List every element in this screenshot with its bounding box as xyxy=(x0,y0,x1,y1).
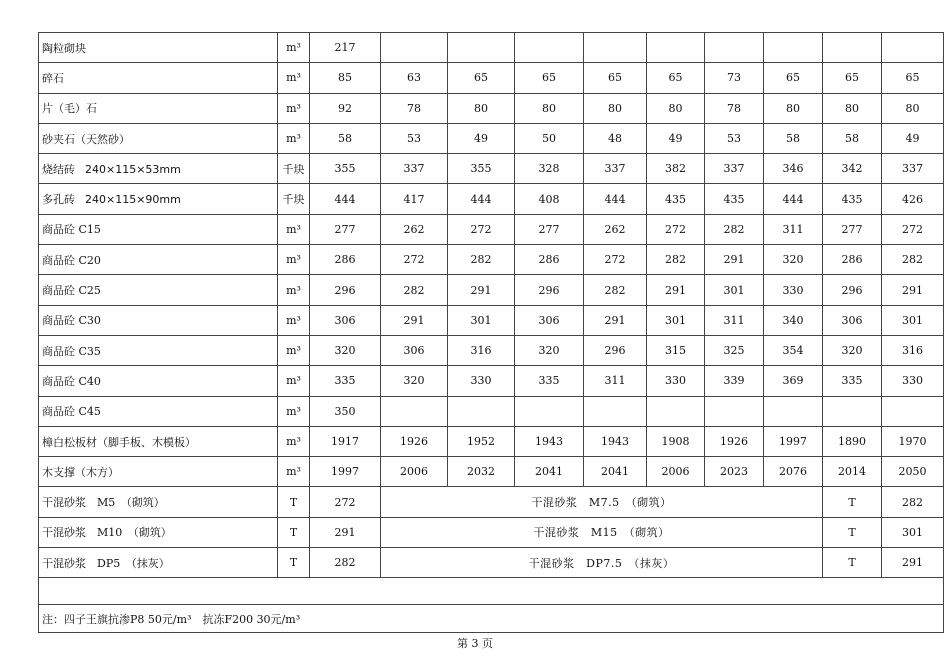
price-cell: 286 xyxy=(823,245,882,275)
price-cell: 2032 xyxy=(448,457,515,487)
price-cell: 282 xyxy=(882,245,944,275)
price-cell: 444 xyxy=(584,184,647,214)
price-cell: 272 xyxy=(882,214,944,244)
note-row xyxy=(39,605,944,633)
price-cell xyxy=(584,396,647,426)
price-cell: 80 xyxy=(647,93,705,123)
price-cell: 272 xyxy=(647,214,705,244)
price-cell: 282 xyxy=(882,487,944,517)
price-cell: 286 xyxy=(310,245,381,275)
price-cell: 85 xyxy=(310,63,381,93)
price-cell: 272 xyxy=(448,214,515,244)
price-cell: 335 xyxy=(823,366,882,396)
merged-material-name: 干混砂浆 M7.5 （砌筑） xyxy=(381,487,823,517)
price-cell xyxy=(705,396,764,426)
price-cell: 291 xyxy=(584,305,647,335)
price-cell: 1997 xyxy=(764,426,823,456)
price-cell: 58 xyxy=(310,123,381,153)
note-text: 注：四子王旗抗渗P8 50元/m³ 抗冻F200 30元/m³ xyxy=(39,605,944,633)
price-cell: 272 xyxy=(381,245,448,275)
price-cell: 306 xyxy=(823,305,882,335)
price-cell xyxy=(823,396,882,426)
price-cell: 2050 xyxy=(882,457,944,487)
price-cell: 306 xyxy=(515,305,584,335)
table-row xyxy=(39,245,944,275)
price-cell: 291 xyxy=(882,548,944,578)
material-name: 木支撑（木方） xyxy=(39,457,278,487)
price-cell: 291 xyxy=(310,517,381,547)
price-cell: 444 xyxy=(310,184,381,214)
price-cell: 80 xyxy=(584,93,647,123)
price-cell: 355 xyxy=(310,154,381,184)
unit-cell: T xyxy=(823,548,882,578)
material-name: 商品砼 C40 xyxy=(39,366,278,396)
price-cell: 53 xyxy=(381,123,448,153)
unit-cell: 千块 xyxy=(278,154,310,184)
table-row xyxy=(39,396,944,426)
price-cell: 2006 xyxy=(647,457,705,487)
merged-material-name: 干混砂浆 M15 （砌筑） xyxy=(381,517,823,547)
price-cell: 2023 xyxy=(705,457,764,487)
price-cell: 330 xyxy=(882,366,944,396)
price-cell xyxy=(448,33,515,63)
price-cell: 1997 xyxy=(310,457,381,487)
price-cell xyxy=(647,33,705,63)
price-cell: 1917 xyxy=(310,426,381,456)
material-name: 干混砂浆 DP5 （抹灰） xyxy=(39,548,278,578)
price-cell: 301 xyxy=(882,305,944,335)
price-cell: 282 xyxy=(584,275,647,305)
price-cell: 296 xyxy=(584,335,647,365)
price-cell: 330 xyxy=(764,275,823,305)
unit-cell: m³ xyxy=(278,396,310,426)
blank-row xyxy=(39,578,944,605)
unit-cell: T xyxy=(278,517,310,547)
table-row xyxy=(39,335,944,365)
price-cell: 369 xyxy=(764,366,823,396)
unit-cell: m³ xyxy=(278,457,310,487)
price-cell xyxy=(381,396,448,426)
price-cell xyxy=(705,33,764,63)
material-name: 碎石 xyxy=(39,63,278,93)
price-cell: 306 xyxy=(310,305,381,335)
price-cell: 435 xyxy=(823,184,882,214)
price-cell: 80 xyxy=(515,93,584,123)
price-cell: 426 xyxy=(882,184,944,214)
price-cell: 2041 xyxy=(584,457,647,487)
price-cell: 330 xyxy=(647,366,705,396)
price-cell: 262 xyxy=(381,214,448,244)
price-cell: 444 xyxy=(448,184,515,214)
price-cell xyxy=(381,33,448,63)
price-cell: 320 xyxy=(515,335,584,365)
price-cell: 277 xyxy=(515,214,584,244)
material-name: 多孔砖 240×115×90mm xyxy=(39,184,278,214)
unit-cell: T xyxy=(278,487,310,517)
price-cell: 80 xyxy=(823,93,882,123)
price-cell: 58 xyxy=(764,123,823,153)
price-cell: 92 xyxy=(310,93,381,123)
price-cell: 48 xyxy=(584,123,647,153)
price-cell: 63 xyxy=(381,63,448,93)
price-cell: 262 xyxy=(584,214,647,244)
unit-cell: m³ xyxy=(278,335,310,365)
table-row xyxy=(39,487,944,517)
price-cell: 78 xyxy=(381,93,448,123)
price-cell xyxy=(584,33,647,63)
table-body xyxy=(39,33,944,633)
price-cell: 286 xyxy=(515,245,584,275)
price-cell: 444 xyxy=(764,184,823,214)
price-cell: 277 xyxy=(823,214,882,244)
price-cell: 65 xyxy=(647,63,705,93)
price-cell: 311 xyxy=(584,366,647,396)
price-cell: 335 xyxy=(515,366,584,396)
material-name: 商品砼 C30 xyxy=(39,305,278,335)
unit-cell: m³ xyxy=(278,33,310,63)
material-name: 商品砼 C35 xyxy=(39,335,278,365)
price-cell: 49 xyxy=(448,123,515,153)
price-cell: 337 xyxy=(705,154,764,184)
price-cell: 1926 xyxy=(705,426,764,456)
table-row xyxy=(39,548,944,578)
unit-cell: T xyxy=(278,548,310,578)
price-cell: 325 xyxy=(705,335,764,365)
table-row xyxy=(39,517,944,547)
table-row xyxy=(39,154,944,184)
price-cell: 340 xyxy=(764,305,823,335)
price-cell: 58 xyxy=(823,123,882,153)
price-cell: 291 xyxy=(448,275,515,305)
price-cell: 296 xyxy=(310,275,381,305)
unit-cell: T xyxy=(823,487,882,517)
table-row xyxy=(39,214,944,244)
unit-cell: m³ xyxy=(278,93,310,123)
price-cell: 2076 xyxy=(764,457,823,487)
price-cell: 1952 xyxy=(448,426,515,456)
price-cell: 355 xyxy=(448,154,515,184)
price-cell: 1890 xyxy=(823,426,882,456)
material-name: 砂夹石（天然砂） xyxy=(39,123,278,153)
price-cell: 291 xyxy=(882,275,944,305)
price-cell: 291 xyxy=(705,245,764,275)
price-cell: 296 xyxy=(515,275,584,305)
price-cell: 330 xyxy=(448,366,515,396)
price-cell: 1970 xyxy=(882,426,944,456)
price-cell: 382 xyxy=(647,154,705,184)
material-name: 商品砼 C25 xyxy=(39,275,278,305)
price-cell: 282 xyxy=(448,245,515,275)
price-cell: 301 xyxy=(647,305,705,335)
price-cell: 50 xyxy=(515,123,584,153)
price-cell: 337 xyxy=(882,154,944,184)
price-cell: 435 xyxy=(705,184,764,214)
table-row xyxy=(39,93,944,123)
price-cell: 65 xyxy=(448,63,515,93)
price-cell: 65 xyxy=(764,63,823,93)
unit-cell: m³ xyxy=(278,245,310,275)
price-cell: 408 xyxy=(515,184,584,214)
price-cell: 49 xyxy=(882,123,944,153)
price-cell: 311 xyxy=(764,214,823,244)
price-cell: 320 xyxy=(823,335,882,365)
price-cell: 282 xyxy=(705,214,764,244)
table-row xyxy=(39,33,944,63)
price-cell: 78 xyxy=(705,93,764,123)
price-cell: 2041 xyxy=(515,457,584,487)
price-cell: 335 xyxy=(310,366,381,396)
price-cell: 301 xyxy=(448,305,515,335)
merged-material-name: 干混砂浆 DP7.5 （抹灰） xyxy=(381,548,823,578)
price-cell xyxy=(515,33,584,63)
table-row xyxy=(39,366,944,396)
price-cell: 350 xyxy=(310,396,381,426)
table-row xyxy=(39,123,944,153)
price-cell: 1926 xyxy=(381,426,448,456)
price-cell: 80 xyxy=(882,93,944,123)
price-cell: 1908 xyxy=(647,426,705,456)
price-cell xyxy=(764,396,823,426)
price-cell: 277 xyxy=(310,214,381,244)
unit-cell: m³ xyxy=(278,214,310,244)
table-row xyxy=(39,275,944,305)
price-cell: 354 xyxy=(764,335,823,365)
price-cell: 337 xyxy=(584,154,647,184)
price-cell: 301 xyxy=(882,517,944,547)
price-cell: 328 xyxy=(515,154,584,184)
unit-cell: 千块 xyxy=(278,184,310,214)
price-cell: 291 xyxy=(647,275,705,305)
price-cell: 272 xyxy=(310,487,381,517)
price-cell: 2014 xyxy=(823,457,882,487)
price-cell: 435 xyxy=(647,184,705,214)
price-cell: 296 xyxy=(823,275,882,305)
unit-cell: m³ xyxy=(278,275,310,305)
price-cell: 320 xyxy=(381,366,448,396)
price-table xyxy=(38,32,944,633)
table-row xyxy=(39,184,944,214)
price-cell: 53 xyxy=(705,123,764,153)
price-cell: 301 xyxy=(705,275,764,305)
price-cell: 282 xyxy=(381,275,448,305)
price-cell: 320 xyxy=(764,245,823,275)
price-cell xyxy=(515,396,584,426)
unit-cell: m³ xyxy=(278,123,310,153)
price-cell: 315 xyxy=(647,335,705,365)
price-cell: 346 xyxy=(764,154,823,184)
material-name: 干混砂浆 M5 （砌筑） xyxy=(39,487,278,517)
price-cell xyxy=(647,396,705,426)
price-cell: 272 xyxy=(584,245,647,275)
price-cell: 282 xyxy=(647,245,705,275)
price-cell: 217 xyxy=(310,33,381,63)
price-cell: 1943 xyxy=(584,426,647,456)
price-cell: 337 xyxy=(381,154,448,184)
price-cell: 320 xyxy=(310,335,381,365)
unit-cell: m³ xyxy=(278,366,310,396)
material-name: 陶粒砌块 xyxy=(39,33,278,63)
unit-cell: m³ xyxy=(278,305,310,335)
price-cell: 65 xyxy=(823,63,882,93)
material-name: 樟白松板材（脚手板、木模板） xyxy=(39,426,278,456)
table-row xyxy=(39,63,944,93)
table-row xyxy=(39,457,944,487)
material-name: 烧结砖 240×115×53mm xyxy=(39,154,278,184)
price-cell: 65 xyxy=(584,63,647,93)
material-name: 干混砂浆 M10 （砌筑） xyxy=(39,517,278,547)
material-name: 片（毛）石 xyxy=(39,93,278,123)
unit-cell: m³ xyxy=(278,426,310,456)
price-cell xyxy=(823,33,882,63)
price-cell: 291 xyxy=(381,305,448,335)
price-cell xyxy=(764,33,823,63)
price-cell: 417 xyxy=(381,184,448,214)
price-cell: 65 xyxy=(882,63,944,93)
price-cell: 73 xyxy=(705,63,764,93)
price-cell: 306 xyxy=(381,335,448,365)
price-cell: 342 xyxy=(823,154,882,184)
price-cell: 49 xyxy=(647,123,705,153)
price-cell: 1943 xyxy=(515,426,584,456)
price-cell: 311 xyxy=(705,305,764,335)
price-cell: 316 xyxy=(448,335,515,365)
material-name: 商品砼 C45 xyxy=(39,396,278,426)
page-number: 第 3 页 xyxy=(457,637,493,650)
price-cell: 316 xyxy=(882,335,944,365)
table-row xyxy=(39,426,944,456)
price-cell: 80 xyxy=(448,93,515,123)
unit-cell: T xyxy=(823,517,882,547)
material-name: 商品砼 C15 xyxy=(39,214,278,244)
unit-cell: m³ xyxy=(278,63,310,93)
price-cell xyxy=(448,396,515,426)
price-cell xyxy=(882,33,944,63)
price-cell: 80 xyxy=(764,93,823,123)
price-cell: 65 xyxy=(515,63,584,93)
price-cell: 339 xyxy=(705,366,764,396)
price-cell xyxy=(882,396,944,426)
price-cell: 2006 xyxy=(381,457,448,487)
blank-cell xyxy=(39,578,944,605)
table-row xyxy=(39,305,944,335)
price-cell: 282 xyxy=(310,548,381,578)
material-name: 商品砼 C20 xyxy=(39,245,278,275)
